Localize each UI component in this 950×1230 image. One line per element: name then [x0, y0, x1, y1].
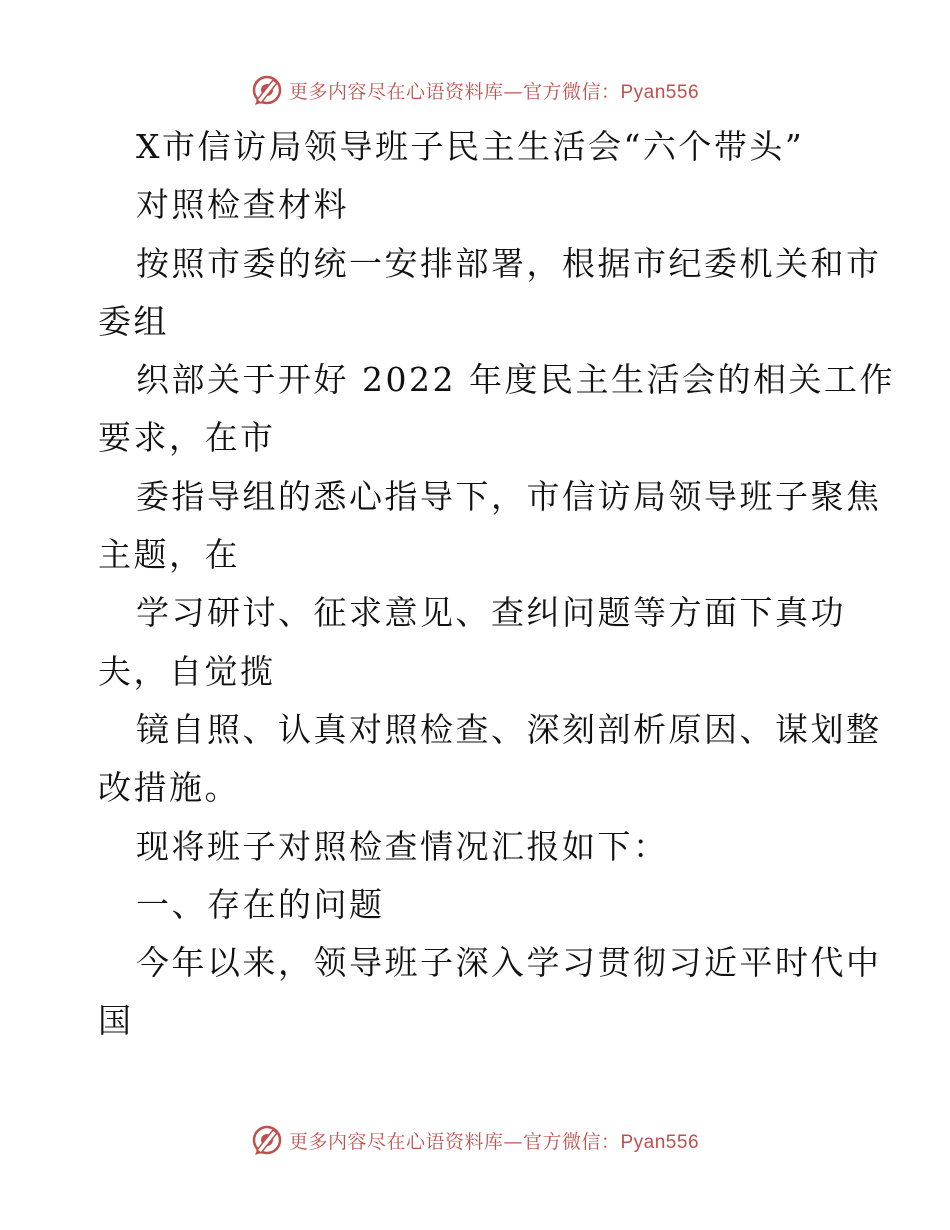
text-line: 按照市委的统一安排部署，根据市纪委机关和市: [136, 243, 882, 283]
text-line: 国: [98, 1001, 134, 1041]
text-line: 学习研讨、征求意见、查纠问题等方面下真功: [136, 593, 846, 633]
text-line: 委组: [98, 301, 169, 341]
text-line: X市信访局领导班子民主生活会“六个带头”: [136, 127, 805, 166]
text-line: 今年以来，领导班子深入学习贯彻习近平时代中: [136, 943, 882, 983]
document-body: [98, 118, 895, 1051]
footer-watermark: [0, 1120, 950, 1160]
pen-logo-icon: [251, 74, 283, 106]
watermark-text: 更多内容尽在心语资料库—官方微信：Pyan556: [288, 80, 700, 103]
text-line: 夫，自觉揽: [98, 651, 276, 691]
text-line: 改措施。: [98, 768, 240, 808]
text-line: 委指导组的悉心指导下，市信访局领导班子聚焦: [136, 476, 882, 516]
text-line: 对照检查材料: [136, 185, 349, 225]
text-line: 一、存在的问题: [136, 884, 385, 924]
watermark-text: 更多内容尽在心语资料库—官方微信：Pyan556: [288, 1130, 700, 1153]
text-line: 现将班子对照检查情况汇报如下：: [136, 826, 669, 866]
header-watermark: [0, 70, 950, 110]
text-line: 要求，在市: [98, 418, 276, 458]
text-line: 主题，在: [98, 535, 240, 575]
text-line: 镜自照、认真对照检查、深刻剖析原因、谋划整: [136, 709, 882, 749]
pen-logo-icon: [251, 1124, 283, 1156]
text-line: 织部关于开好 2022 年度民主生活会的相关工作: [136, 360, 895, 400]
